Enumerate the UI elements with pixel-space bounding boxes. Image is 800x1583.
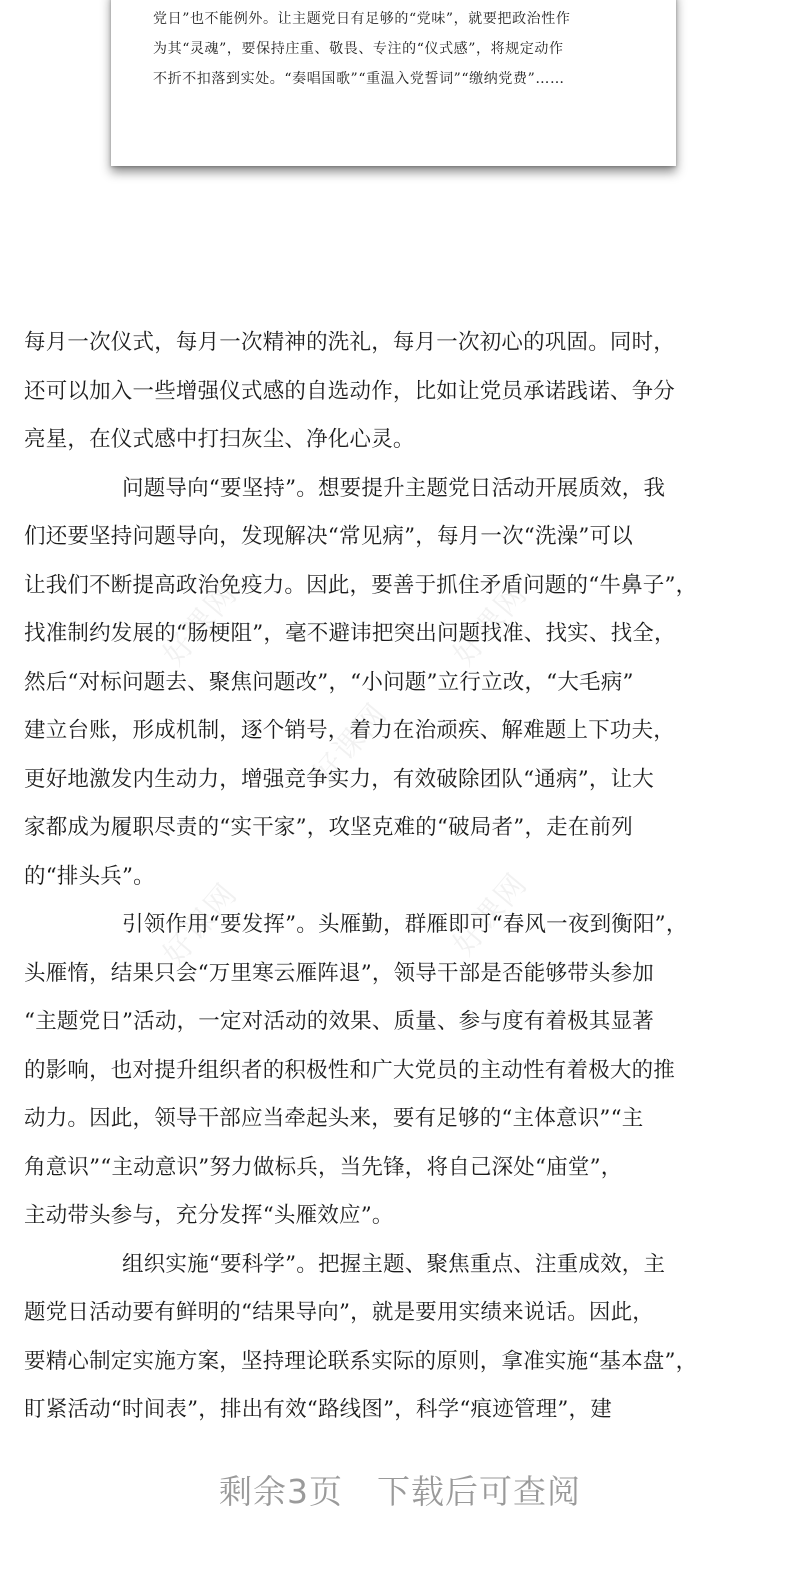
remaining-pages-label: 剩余3页 xyxy=(219,1472,343,1511)
watermark: 好课网 xyxy=(156,876,245,973)
article-body xyxy=(24,319,776,1435)
text-line: 问题导向“要坚持”。想要提升主题党日活动开展质效，我 xyxy=(122,475,666,501)
paragraph xyxy=(24,319,776,465)
text-line: 题党日活动要有鲜明的“结果导向”，就是要用实绩来说话。因此， xyxy=(24,1300,654,1325)
text-line: 组织实施“要科学”。把握主题、聚焦重点、注重成效，主 xyxy=(122,1251,666,1277)
watermark: 好课网 xyxy=(306,696,395,793)
text-line: 然后“对标问题去、聚焦问题改”，“小问题”立行立改，“大毛病” xyxy=(24,669,634,695)
download-prompt[interactable] xyxy=(0,1466,800,1513)
preview-card xyxy=(111,0,676,166)
text-line: 们还要坚持问题导向，发现解决“常见病”，每月一次“洗澡”可以 xyxy=(24,524,633,549)
text-line: 要精心制定实施方案，坚持理论联系实际的原则，拿准实施“基本盘”， xyxy=(24,1348,698,1374)
preview-line: 为其“灵魂”，要保持庄重、敬畏、专注的“仪式感”，将规定动作 xyxy=(153,41,564,57)
text-line: “主题党日”活动，一定对活动的效果、质量、参与度有着极其显著 xyxy=(24,1009,654,1034)
text-line: 更好地激发内生动力，增强竞争实力，有效破除团队“通病”，让大 xyxy=(24,766,654,792)
paragraph xyxy=(24,465,776,902)
paragraph xyxy=(24,901,776,1241)
text-line: 让我们不断提高政治免疫力。因此，要善于抓住矛盾问题的“牛鼻子”， xyxy=(24,572,698,598)
preview-line: 不折不扣落到实处。“奏唱国歌”“重温入党誓词”“缴纳党费”…… xyxy=(153,71,565,87)
text-line: 亮星，在仪式感中打扫灰尘、净化心灵。 xyxy=(24,427,415,452)
text-line: 建立台账，形成机制，逐个销号，着力在治顽疾、解难题上下功夫， xyxy=(24,718,676,743)
text-line: 每月一次仪式，每月一次精神的洗礼，每月一次初心的巩固。同时， xyxy=(24,330,676,355)
text-line: 主动带头参与，充分发挥“头雁效应”。 xyxy=(24,1203,394,1228)
watermark: 好课网 xyxy=(446,866,535,963)
text-line: 引领作用“要发挥”。头雁勤，群雁即可“春风一夜到衡阳”， xyxy=(122,912,688,937)
paragraph xyxy=(24,1241,776,1435)
watermark: 好课网 xyxy=(156,576,245,673)
download-to-view-label: 下载后可查阅 xyxy=(377,1472,581,1511)
text-line: 的“排头兵”。 xyxy=(24,863,155,889)
text-line: 角意识”“主动意识”努力做标兵，当先锋，将自己深处“庙堂”， xyxy=(24,1154,623,1180)
watermark: 好课网 xyxy=(446,576,535,673)
text-line: 头雁惰，结果只会“万里寒云雁阵退”，领导干部是否能够带头参加 xyxy=(24,960,654,986)
text-line: 动力。因此，领导干部应当牵起头来，要有足够的“主体意识”“主 xyxy=(24,1106,644,1131)
text-line: 盯紧活动“时间表”，排出有效“路线图”，科学“痕迹管理”，建 xyxy=(24,1397,612,1422)
text-line: 找准制约发展的“肠梗阻”，毫不避讳把突出问题找准、找实、找全， xyxy=(24,621,676,646)
text-line: 的影响，也对提升组织者的积极性和广大党员的主动性有着极大的推 xyxy=(24,1057,676,1083)
preview-line: 党日”也不能例外。让主题党日有足够的“党味”，就要把政治性作 xyxy=(153,11,571,27)
text-line: 还可以加入一些增强仪式感的自选动作，比如让党员承诺践诺、争分 xyxy=(24,378,676,404)
text-line: 家都成为履职尽责的“实干家”，攻坚克难的“破局者”，走在前列 xyxy=(24,815,633,840)
